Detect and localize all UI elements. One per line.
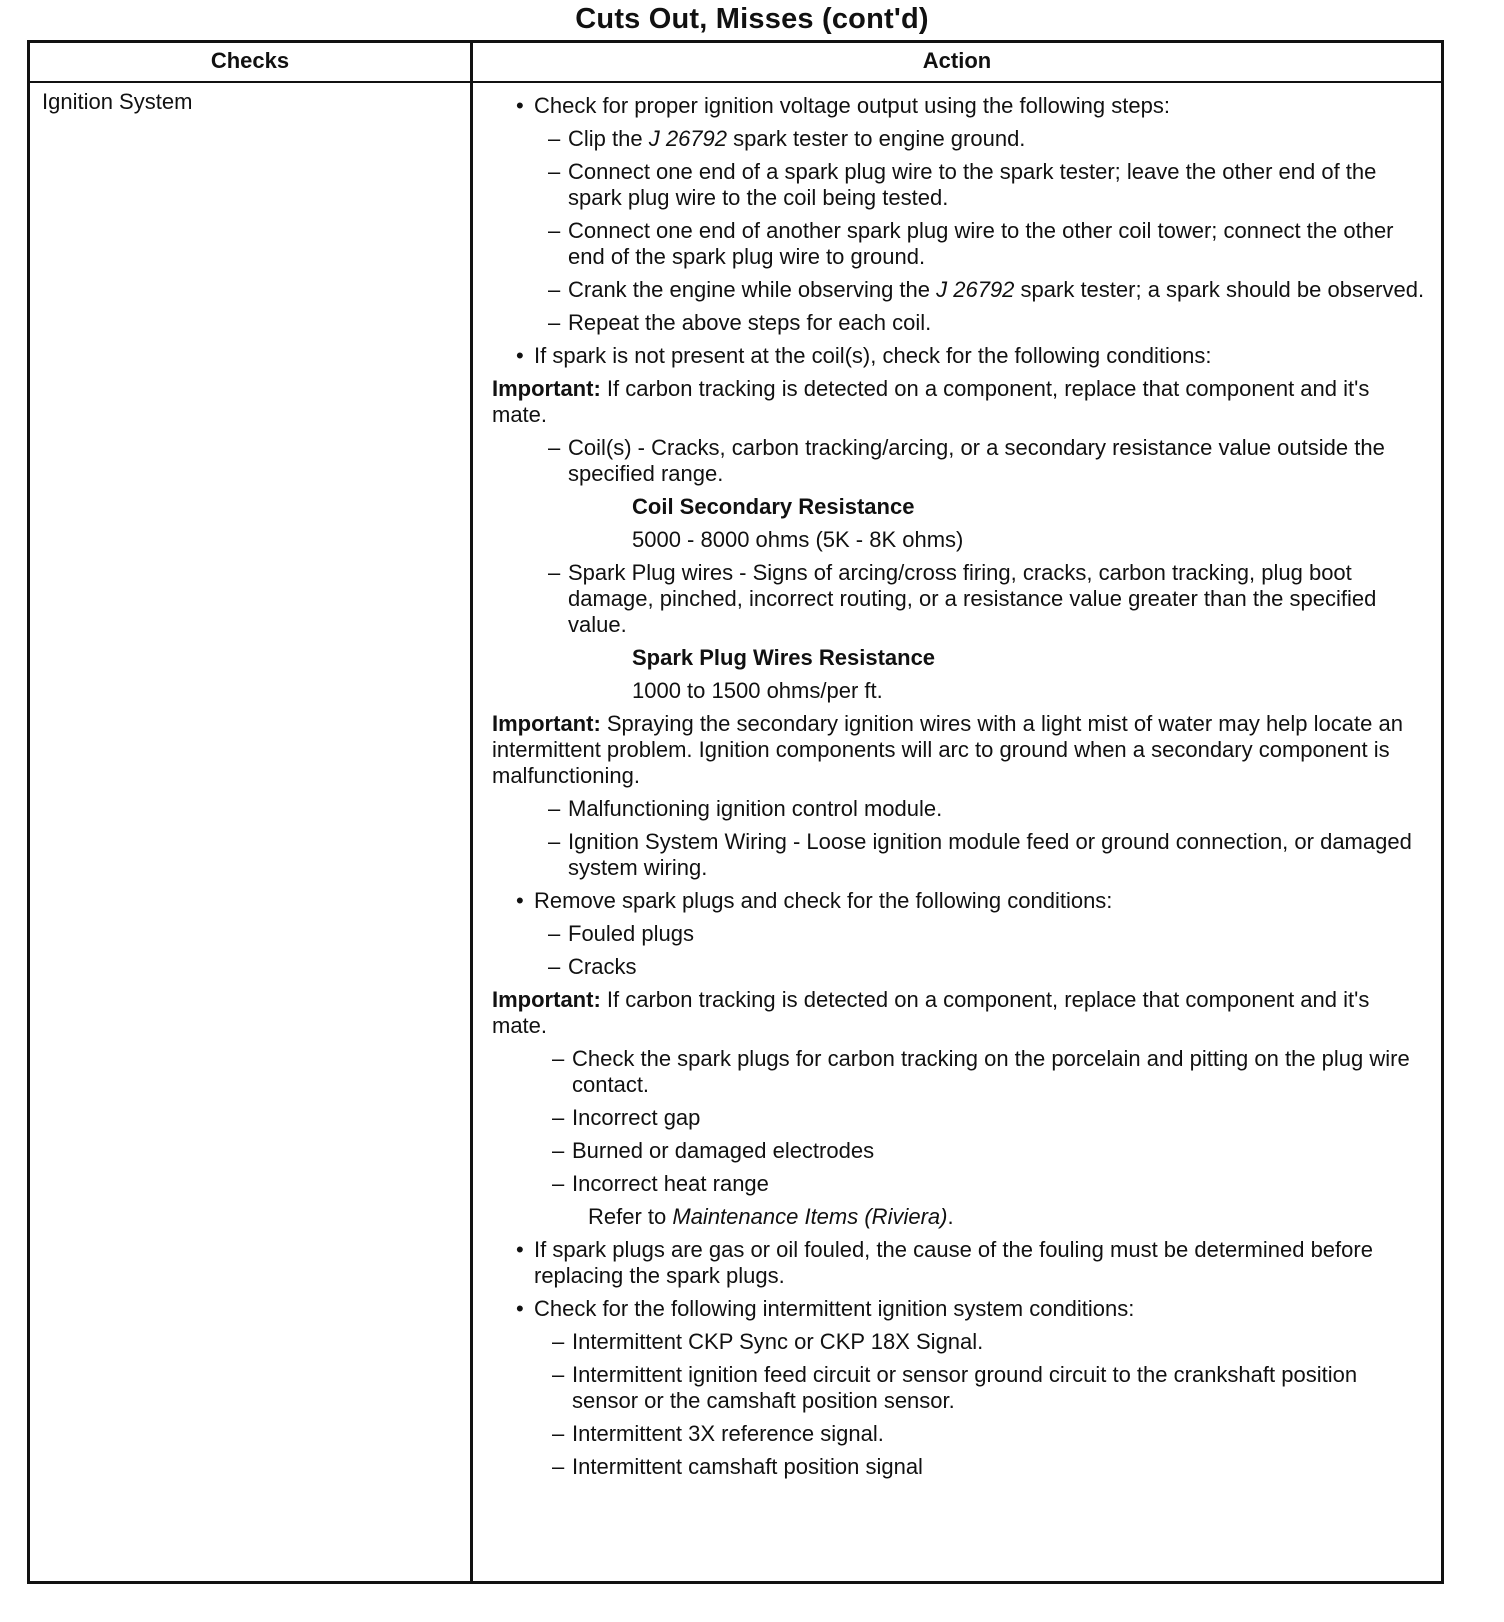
checks-cell: Ignition System (42, 89, 193, 114)
action-line: – Cracks (548, 954, 637, 979)
column-divider (470, 43, 473, 1581)
spec-title: Coil Secondary Resistance (632, 494, 915, 519)
action-line: – Spark Plug wires - Signs of arcing/cross firing, cracks, carbon tracking, plug boot damage, pinched, incorrect routing, or a resistance value greater than the specified value. (548, 560, 1377, 637)
page-title: Cuts Out, Misses (cont'd) (575, 3, 929, 35)
action-line: – Connect one end of another spark plug wire to the other coil tower; connect the other end of the spark plug wire to ground. (548, 218, 1394, 269)
important-note: Important: If carbon tracking is detected on a component, replace that component and it's mate. (492, 987, 1370, 1038)
important-note: Important: Spraying the secondary ignition wires with a light mist of water may help locate an intermittent problem. Ignition components will arc to ground when a secondary component is malfunctioning. (492, 711, 1403, 788)
action-line: – Intermittent 3X reference signal. (552, 1421, 884, 1446)
refer-note: Refer to Maintenance Items (Riviera). (588, 1204, 954, 1229)
action-line: • Remove spark plugs and check for the following conditions: (516, 888, 1113, 913)
table-header-row (30, 43, 1441, 83)
diagnostic-table (27, 40, 1444, 1584)
action-line: • If spark plugs are gas or oil fouled, the cause of the fouling must be determined before replacing the spark plugs. (516, 1237, 1373, 1288)
action-line: – Check the spark plugs for carbon tracking on the porcelain and pitting on the plug wire contact. (552, 1046, 1410, 1097)
spec-value: 1000 to 1500 ohms/per ft. (632, 678, 883, 703)
action-line: – Incorrect gap (552, 1105, 701, 1130)
action-cell (492, 93, 1429, 1487)
action-line: – Clip the J 26792 spark tester to engine ground. (548, 126, 1026, 151)
action-line: • Check for proper ignition voltage output using the following steps: (516, 93, 1170, 118)
important-note: Important: If carbon tracking is detected on a component, replace that component and it's mate. (492, 376, 1370, 427)
action-line: – Crank the engine while observing the J 26792 spark tester; a spark should be observed. (548, 277, 1425, 302)
spec-title: Spark Plug Wires Resistance (632, 645, 936, 670)
action-line: – Intermittent CKP Sync or CKP 18X Signal. (552, 1329, 984, 1354)
action-line: – Connect one end of a spark plug wire to the spark tester; leave the other end of the spark plug wire to the coil being tested. (548, 159, 1377, 210)
action-line: – Intermittent ignition feed circuit or sensor ground circuit to the crankshaft position sensor or the camshaft position sensor. (552, 1362, 1358, 1413)
action-line: – Incorrect heat range (552, 1171, 769, 1196)
header-action: Action (922, 48, 992, 73)
action-line: – Malfunctioning ignition control module. (548, 796, 943, 821)
action-line: – Coil(s) - Cracks, carbon tracking/arcing, or a secondary resistance value outside the specified range. (548, 435, 1385, 486)
action-line: – Intermittent camshaft position signal (552, 1454, 923, 1479)
spec-value: 5000 - 8000 ohms (5K - 8K ohms) (632, 527, 964, 552)
action-line: • If spark is not present at the coil(s), check for the following conditions: (516, 343, 1212, 368)
action-line: • Check for the following intermittent ignition system conditions: (516, 1296, 1135, 1321)
header-checks: Checks (210, 48, 290, 73)
action-line: – Ignition System Wiring - Loose ignition module feed or ground connection, or damaged system wiring. (548, 829, 1412, 880)
action-line: – Fouled plugs (548, 921, 694, 946)
action-line: – Burned or damaged electrodes (552, 1138, 875, 1163)
action-line: – Repeat the above steps for each coil. (548, 310, 932, 335)
